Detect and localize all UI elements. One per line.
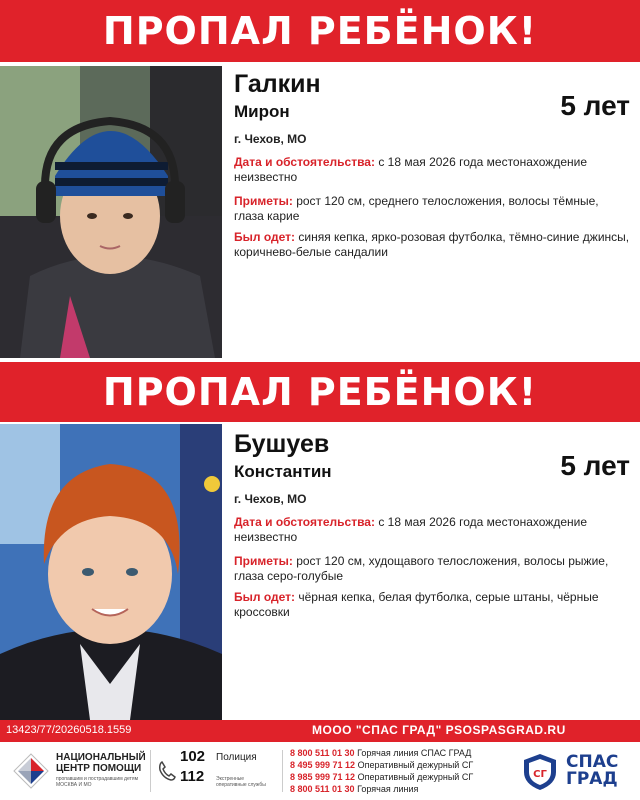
features-text xyxy=(234,194,630,224)
child-info-2 xyxy=(222,422,640,720)
clothes-value: синяя кепка, ярко-розовая футболка, тёмно-синие джинсы, коричнево-белые сандалии xyxy=(234,230,630,259)
clothes-text xyxy=(234,230,630,260)
child-card-1 xyxy=(0,62,640,362)
child-city: г. Чехов, МО xyxy=(234,132,307,146)
divider xyxy=(282,750,283,792)
emergency-label-112: Экстренные оперативные службы xyxy=(216,776,266,788)
spas-grad-logo-text: СПАС ГРАД xyxy=(566,752,619,789)
child-photo-2 xyxy=(0,424,222,720)
child-surname: Бушуев xyxy=(234,430,330,458)
child-card-2 xyxy=(0,422,640,720)
footer-strip xyxy=(0,720,640,742)
org-site: МООО "СПАС ГРАД" PSOSPASGRAD.RU xyxy=(312,723,566,737)
features-label: Приметы: xyxy=(234,194,293,208)
child-city: г. Чехов, МО xyxy=(234,492,307,506)
case-id: 13423/77/20260518.1559 xyxy=(6,724,132,736)
circumstances-text xyxy=(234,155,630,185)
phone-icon xyxy=(158,760,176,782)
circumstances-text xyxy=(234,515,630,545)
clothes-value: чёрная кепка, белая футболка, серые штаны, чёрные кроссовки xyxy=(234,590,599,619)
circumstances-value: с 18 мая 2026 года местонахождение неизвестно xyxy=(234,155,588,184)
svg-text:СГ: СГ xyxy=(533,769,547,780)
child-surname: Галкин xyxy=(234,70,321,98)
divider xyxy=(150,750,151,792)
missing-child-banner: ПРОПАЛ РЕБЁНОК! xyxy=(0,0,640,62)
ncp-logo-icon xyxy=(12,752,50,790)
child-name: Мирон xyxy=(234,102,290,121)
child-photo-1 xyxy=(0,66,222,358)
features-label: Приметы: xyxy=(234,554,293,568)
hotline-4: 8 800 511 01 30 Горячая линия xyxy=(290,784,419,794)
circumstances-label: Дата и обстоятельства: xyxy=(234,155,375,169)
child-info-1 xyxy=(222,62,640,362)
clothes-text xyxy=(234,590,630,620)
circumstances-value: с 18 мая 2026 года местонахождение неизвестно xyxy=(234,515,588,544)
emergency-number-police: 102 xyxy=(180,748,206,765)
hotline-1: 8 800 511 01 30 Горячая линия СПАС ГРАД xyxy=(290,748,472,758)
features-value: рост 120 см, худощавого телосложения, волосы рыжие, глаза серо-голубые xyxy=(234,554,609,583)
hotline-3: 8 985 999 71 12 Оперативный дежурный СГ xyxy=(290,772,474,782)
ncp-subtitle: пропавшим и пострадавшим детям МОСКВА И МО xyxy=(56,776,139,788)
hotline-2: 8 495 999 71 12 Оперативный дежурный СГ xyxy=(290,760,474,770)
clothes-label: Был одет: xyxy=(234,590,296,604)
circumstances-label: Дата и обстоятельства: xyxy=(234,515,375,529)
emergency-number-112: 112 xyxy=(180,768,205,785)
clothes-label: Был одет: xyxy=(234,230,296,244)
ncp-title: НАЦИОНАЛЬНЫЙ ЦЕНТР ПОМОЩИ xyxy=(56,752,146,774)
child-age: 5 лет xyxy=(560,450,630,481)
contacts-footer xyxy=(0,742,640,800)
spas-grad-shield-icon xyxy=(520,752,560,792)
emergency-label-police: Полиция xyxy=(216,752,257,763)
child-age: 5 лет xyxy=(560,90,630,121)
child-name: Константин xyxy=(234,462,332,481)
features-text xyxy=(234,554,630,584)
missing-child-banner: ПРОПАЛ РЕБЁНОК! xyxy=(0,362,640,422)
features-value: рост 120 см, среднего телосложения, волосы тёмные, глаза карие xyxy=(234,194,599,223)
